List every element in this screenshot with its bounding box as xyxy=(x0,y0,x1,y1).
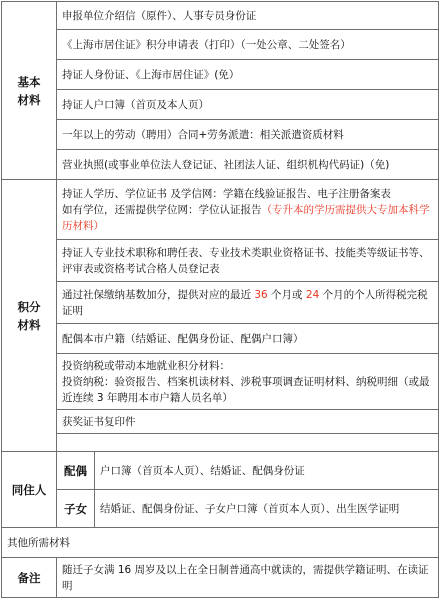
points-row-4 xyxy=(2,324,439,354)
other-row xyxy=(2,528,439,558)
points-category-label xyxy=(2,180,57,452)
remark-row xyxy=(2,558,439,598)
points-education xyxy=(57,180,439,240)
cohabit-category-label: 同住人 xyxy=(2,452,57,528)
points-row-2 xyxy=(2,240,439,282)
points-spouse-hukou: 配偶本市户籍（结婚证、配偶身份证、配偶户口簿） xyxy=(57,324,439,354)
points-row-5 xyxy=(2,354,439,410)
basic-category-label xyxy=(2,2,57,180)
basic-label-line-2: 材料 xyxy=(17,92,41,107)
education-note-red: （专升本的学历需提供大专加本科学历材料） xyxy=(62,203,430,232)
child-docs: 结婚证、配偶身份证、子女户口簿（首页本人页）、出生医学证明 xyxy=(95,490,439,528)
social-months-24: 24 xyxy=(305,288,320,301)
basic-item-3: 持证人身份证、《上海市居住证》(免） xyxy=(57,60,439,90)
points-social-security xyxy=(57,282,439,324)
points-award: 获奖证书复印件 xyxy=(57,410,439,434)
investment-title: 投资纳税或带动本地就业积分材料： xyxy=(62,359,230,372)
basic-item-2: 《上海市居住证》积分申请表（打印）（一处公章、二处签名） xyxy=(57,30,439,60)
points-label-line-1: 积分 xyxy=(17,299,41,314)
spouse-label: 配偶 xyxy=(57,452,95,490)
points-row-3 xyxy=(2,282,439,324)
spouse-docs: 户口簿（首页本人页）、结婚证、配偶身份证 xyxy=(95,452,439,490)
materials-table xyxy=(1,1,439,598)
basic-item-1: 申报单位介绍信（原件）、人事专员身份证 xyxy=(57,2,439,30)
remark-text: 随迁子女满 16 周岁及以上在全日制普通高中就读的，需提供学籍证明、在读证明 xyxy=(57,558,439,598)
investment-detail: 投资纳税：验资报告、档案机读材料、涉税事项调查证明材料、纳税明细（或最近连续 3 年聘用本市户籍人员名单） xyxy=(62,375,430,404)
other-materials-label: 其他所需材料 xyxy=(2,528,439,558)
social-text-1: 通过社保缴纳基数加分，提供对应的最近 xyxy=(62,288,255,301)
basic-item-5: 一年以上的劳动（聘用）合同+劳务派遣：相关派遣资质材料 xyxy=(57,120,439,150)
points-label-line-2: 材料 xyxy=(17,317,41,332)
remark-label: 备注 xyxy=(2,558,57,598)
education-text-1: 持证人学历、学位证书 及学信网：学籍在线验证报告、电子注册备案表 xyxy=(62,187,391,200)
basic-row-1 xyxy=(2,2,439,30)
social-text-2: 个月或 xyxy=(267,288,306,301)
basic-item-6: 营业执照(或事业单位法人登记证、社团法人证、组织机构代码证)（免) xyxy=(57,150,439,180)
social-months-36: 36 xyxy=(254,288,268,301)
points-title-cert: 持证人专业技术职称和聘任表、专业技术类职业资格证书、技能类等级证书等、评审表或资格考试合格人员登记表 xyxy=(57,240,439,282)
education-text-2: 如有学位，还需提供学位网：学位认证报告 xyxy=(62,203,262,216)
cohabit-row-spouse xyxy=(2,452,439,490)
basic-row-4 xyxy=(2,90,439,120)
points-row-6 xyxy=(2,410,439,434)
child-label: 子女 xyxy=(57,490,95,528)
cohabit-row-child xyxy=(2,490,439,528)
social-text-3: 个月的个人所得税完税证明 xyxy=(62,288,428,317)
points-investment xyxy=(57,354,439,410)
basic-item-4: 持证人户口簿（首页及本人页） xyxy=(57,90,439,120)
points-row-1 xyxy=(2,180,439,240)
basic-row-6 xyxy=(2,150,439,180)
basic-row-5 xyxy=(2,120,439,150)
points-row-7 xyxy=(2,434,439,452)
basic-label-line-1: 基本 xyxy=(17,74,41,89)
points-empty-cell xyxy=(57,434,439,452)
basic-row-3 xyxy=(2,60,439,90)
basic-row-2 xyxy=(2,30,439,60)
